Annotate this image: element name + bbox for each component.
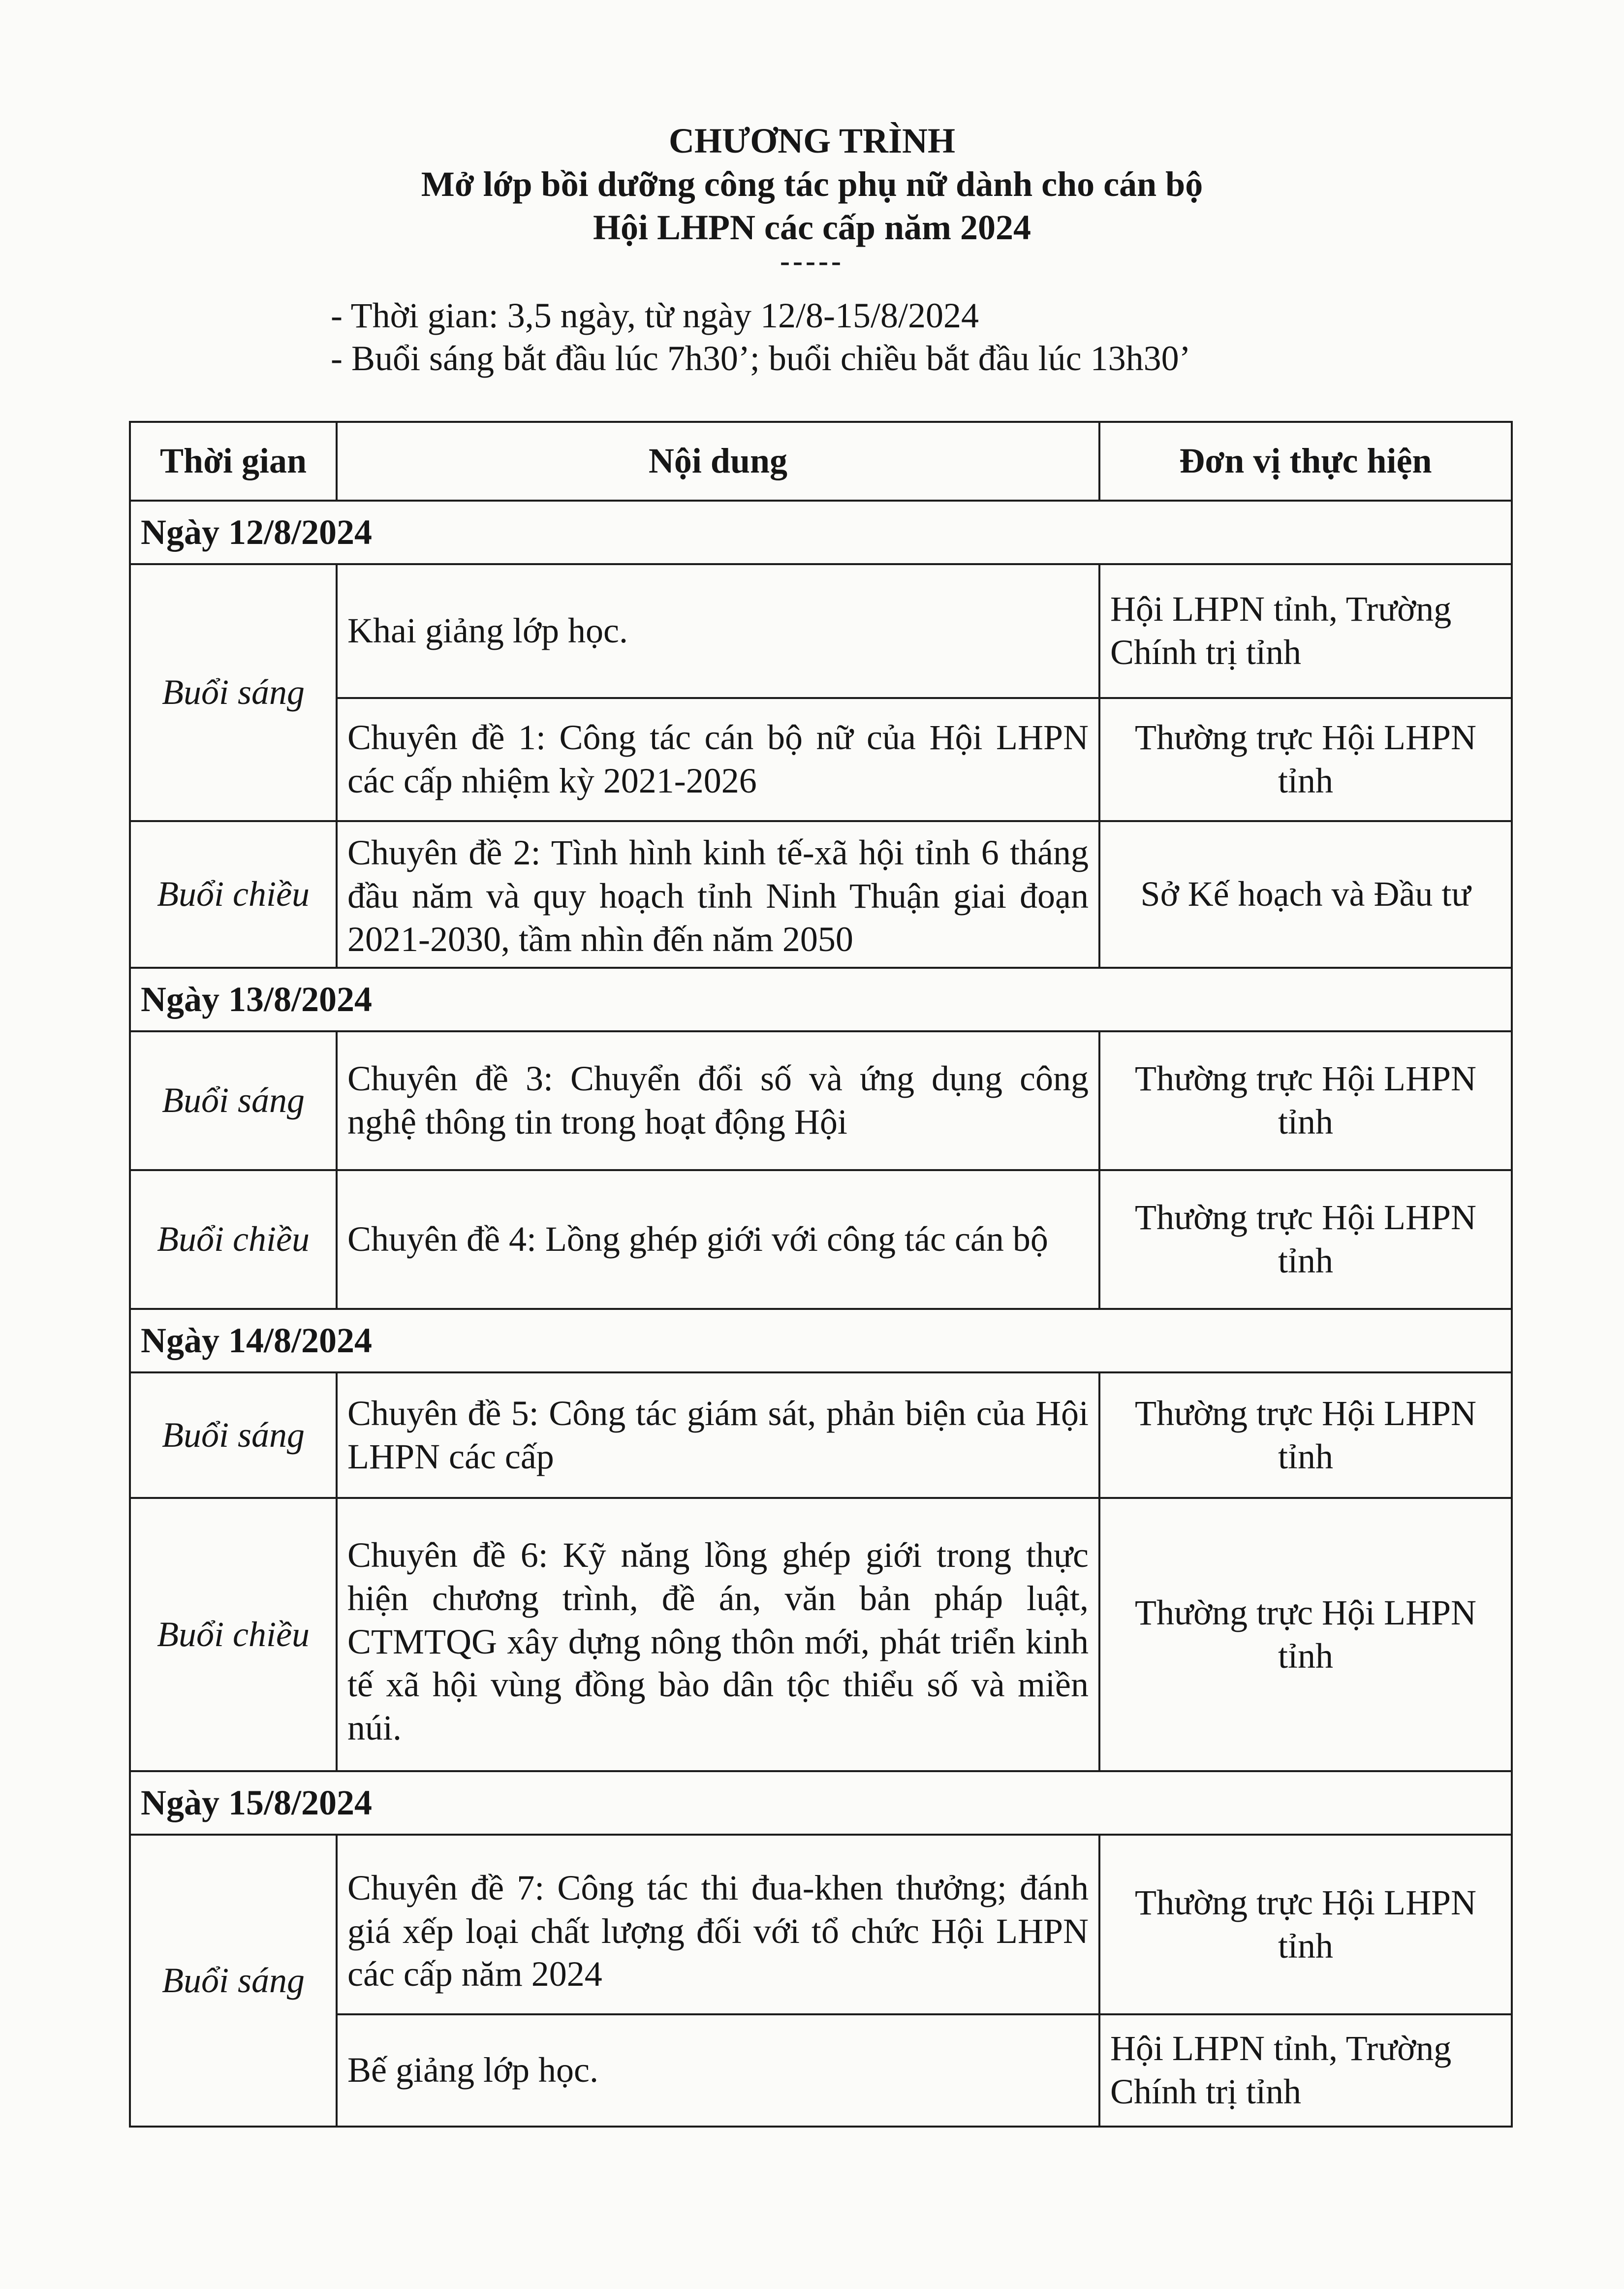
content-cell: Chuyên đề 7: Công tác thi đua-khen thưởng; đánh giá xếp loại chất lượng đối với tổ chức Hội LHPN các cấp năm 2024 (337, 1835, 1099, 2014)
content-cell: Khai giảng lớp học. (337, 564, 1099, 698)
table-row (130, 1835, 1512, 2014)
day-row (130, 501, 1512, 564)
unit-cell: Thường trực Hội LHPN tỉnh (1099, 1031, 1512, 1170)
session-label: Buổi sáng (130, 1835, 337, 2127)
day-date: Ngày 15/8/2024 (130, 1771, 1512, 1835)
table-row (130, 1031, 1512, 1170)
unit-cell: Thường trực Hội LHPN tỉnh (1099, 698, 1512, 821)
day-date: Ngày 13/8/2024 (130, 968, 1512, 1031)
header-content: Nội dung (337, 422, 1099, 501)
table-row (130, 821, 1512, 968)
document-subtitle-line1: Mở lớp bồi dưỡng công tác phụ nữ dành cho cán bộ (421, 164, 1203, 204)
session-label: Buổi chiều (130, 1498, 337, 1771)
content-cell: Chuyên đề 2: Tình hình kinh tế-xã hội tỉnh 6 tháng đầu năm và quy hoạch tỉnh Ninh Thuận giai đoạn 2021-2030, tầm nhìn đến năm 2050 (337, 821, 1099, 968)
table-row (130, 1170, 1512, 1309)
day-date: Ngày 14/8/2024 (130, 1309, 1512, 1372)
unit-cell: Thường trực Hội LHPN tỉnh (1099, 1372, 1512, 1498)
content-cell: Chuyên đề 1: Công tác cán bộ nữ của Hội LHPN các cấp nhiệm kỳ 2021-2026 (337, 698, 1099, 821)
session-label: Buổi sáng (130, 564, 337, 821)
table-row (130, 564, 1512, 698)
header-time: Thời gian (130, 422, 337, 501)
table-row (130, 1498, 1512, 1771)
table-row (130, 698, 1512, 821)
table-row (130, 1372, 1512, 1498)
header-unit: Đơn vị thực hiện (1099, 422, 1512, 501)
session-label: Buổi chiều (130, 1170, 337, 1309)
unit-cell: Thường trực Hội LHPN tỉnh (1099, 1835, 1512, 2014)
unit-cell: Hội LHPN tỉnh, Trường Chính trị tỉnh (1099, 2014, 1512, 2127)
unit-cell: Hội LHPN tỉnh, Trường Chính trị tỉnh (1099, 564, 1512, 698)
day-date: Ngày 12/8/2024 (130, 501, 1512, 564)
session-label: Buổi sáng (130, 1031, 337, 1170)
content-cell: Chuyên đề 3: Chuyển đổi số và ứng dụng công nghệ thông tin trong hoạt động Hội (337, 1031, 1099, 1170)
content-cell: Chuyên đề 6: Kỹ năng lồng ghép giới trong thực hiện chương trình, đề án, văn bản pháp luật, CTMTQG xây dựng nông thôn mới, phát triển kinh tế xã hội vùng đồng bào dân tộc thiểu số và miền núi. (337, 1498, 1099, 1771)
info-hours: - Buổi sáng bắt đầu lúc 7h30’; buổi chiều bắt đầu lúc 13h30’ (331, 339, 1191, 378)
session-label: Buổi chiều (130, 821, 337, 968)
content-cell: Chuyên đề 4: Lồng ghép giới với công tác cán bộ (337, 1170, 1099, 1309)
document-subtitle-line2: Hội LHPN các cấp năm 2024 (593, 208, 1031, 247)
content-cell: Bế giảng lớp học. (337, 2014, 1099, 2127)
schedule-table (129, 421, 1513, 2128)
document-title: CHƯƠNG TRÌNH (668, 121, 956, 160)
table-header-row (130, 422, 1512, 501)
session-label: Buổi sáng (130, 1372, 337, 1498)
table-row (130, 2014, 1512, 2127)
unit-cell: Sở Kế hoạch và Đầu tư (1099, 821, 1512, 968)
unit-cell: Thường trực Hội LHPN tỉnh (1099, 1170, 1512, 1309)
day-row (130, 1309, 1512, 1372)
unit-cell: Thường trực Hội LHPN tỉnh (1099, 1498, 1512, 1771)
day-row (130, 1771, 1512, 1835)
title-divider: ----- (780, 245, 844, 277)
day-row (130, 968, 1512, 1031)
content-cell: Chuyên đề 5: Công tác giám sát, phản biện của Hội LHPN các cấp (337, 1372, 1099, 1498)
info-time: - Thời gian: 3,5 ngày, từ ngày 12/8-15/8/2024 (331, 296, 979, 335)
